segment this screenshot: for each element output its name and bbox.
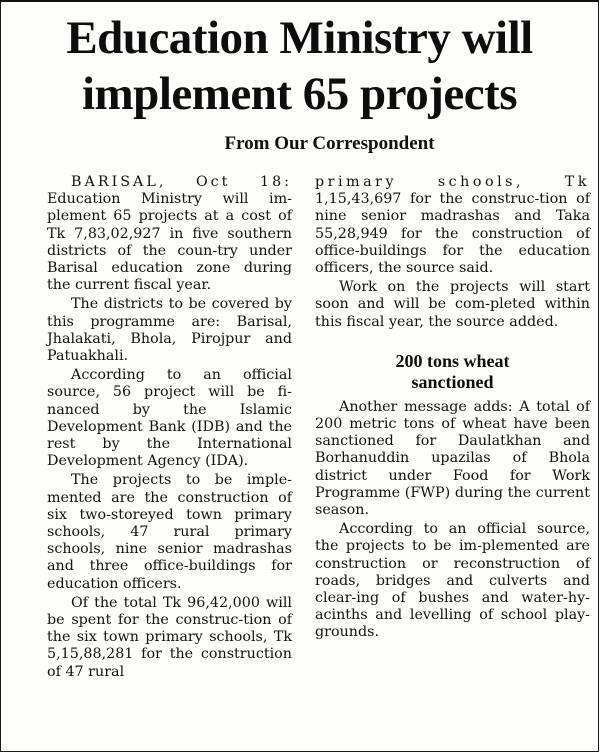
subheading-line-1: 200 tons wheat bbox=[395, 350, 510, 371]
paragraph-7: Work on the projects will start soon and will be com-pleted within this fiscal year, the source added. bbox=[315, 279, 590, 330]
paragraph-4: The projects to be imple-mented are the construction of six two-storeyed town primary schools, 47 rural primary schools, nine senior madrashas and three office-buildings for education officers. bbox=[47, 472, 292, 592]
paragraph-2: The districts to be covered by this programme are: Barisal, Jhalakati, Bhola, Pirojpur and Patuakhali. bbox=[47, 296, 292, 365]
paragraph-3: According to an official source, 56 project will be fi-nanced by the Islamic Development Bank (IDB) and the rest by the International Development Agency (IDA). bbox=[47, 367, 292, 470]
right-column bbox=[315, 174, 590, 644]
paragraph-1-body: Education Ministry will im-plement 65 projects at a cost of Tk 7,83,02,927 in five southern districts of the coun-try under Barisal education zone during the current fiscal year. bbox=[47, 191, 292, 294]
headline-line-2: implement 65 projects bbox=[81, 68, 518, 120]
paragraph-9: According to an official source, the projects to be im-plemented are construction or reconstruction of roads, bridges and culverts and clear-ing of bushes and water-hy-acinths and levelling of school play-grounds. bbox=[315, 521, 590, 641]
subheading bbox=[315, 351, 590, 393]
paragraph-5: Of the total Tk 96,42,000 will be spent for the construc-tion of the six town primary schools, Tk 5,15,88,281 for the construction of 47 rural bbox=[47, 594, 292, 680]
paragraph-8: Another message adds: A total of 200 metric tons of wheat have been sanctioned for Daulatkhan and Borhanuddin upazilas of Bhola district under Food for Work Programme (FWP) during the current season. bbox=[315, 398, 590, 519]
byline: From Our Correspondent bbox=[224, 133, 435, 154]
paragraph-6-body: 1,15,43,697 for the construc-tion of nine senior madrashas and Taka 55,28,949 for the construction of office-buildings for the education officers, the source said. bbox=[315, 191, 590, 277]
paragraph-6 bbox=[315, 174, 590, 277]
paragraph-6-lead: primary schools, Tk bbox=[315, 174, 590, 190]
paragraph-1 bbox=[47, 174, 292, 294]
left-column bbox=[47, 174, 292, 683]
article-body bbox=[47, 174, 591, 752]
dateline: BARISAL, Oct 18: bbox=[71, 174, 292, 190]
subheading-line-2: sanctioned bbox=[411, 371, 494, 392]
headline-line-1: Education Ministry will bbox=[66, 12, 533, 64]
headline bbox=[1, 10, 598, 122]
